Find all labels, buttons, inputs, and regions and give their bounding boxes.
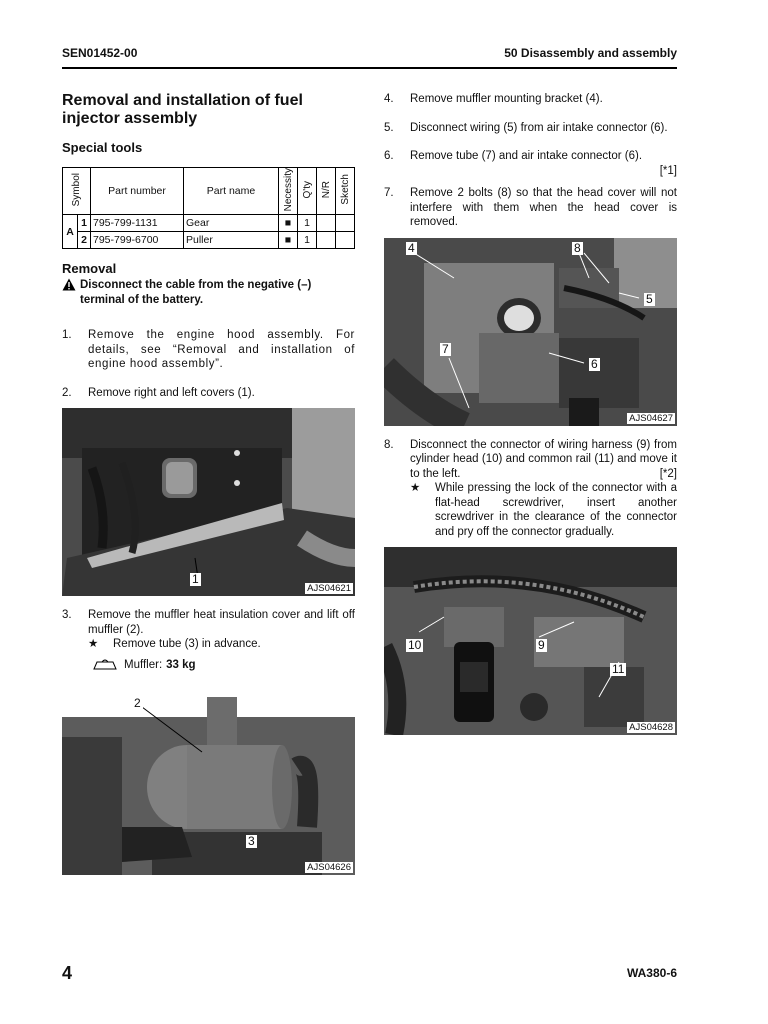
callout-10: 10 xyxy=(408,638,422,652)
step-6 xyxy=(384,149,677,164)
step-text: Remove tube (7) and air intake connector (6). xyxy=(410,150,643,162)
row-sketch xyxy=(336,215,355,232)
figure-code: AJS04627 xyxy=(629,412,673,424)
step-number: 5. xyxy=(384,121,394,134)
col-sketch: Sketch xyxy=(339,174,351,205)
step-number: 8. xyxy=(384,438,394,451)
col-part-number: Part number xyxy=(91,168,184,215)
row-no: 1 xyxy=(78,215,91,232)
muffler-weight xyxy=(62,658,355,673)
table-header-row xyxy=(63,168,355,215)
figure-head-photo xyxy=(384,238,677,426)
callout-7: 7 xyxy=(442,341,449,356)
callout-8: 8 xyxy=(574,240,581,255)
weight-value: 33 kg xyxy=(166,659,196,672)
figure-muffler-photo xyxy=(62,687,355,875)
step-text: Remove the engine hood assembly. For details, see “Removal and installation of engine hood assembly”. xyxy=(88,329,355,371)
document-id: SEN01452-00 xyxy=(62,46,138,60)
step-text: Remove muffler mounting bracket (4). xyxy=(410,93,603,105)
row-no: 2 xyxy=(78,232,91,249)
figure-code: AJS04626 xyxy=(307,861,351,873)
right-column xyxy=(384,92,677,735)
row-part-name: Gear xyxy=(184,215,279,232)
step-number: 2. xyxy=(62,386,72,399)
battery-warning xyxy=(62,278,355,308)
star-icon: ★ xyxy=(88,638,99,651)
step-8 xyxy=(384,438,677,482)
special-tools-heading: Special tools xyxy=(62,140,143,155)
step-number: 6. xyxy=(384,150,394,162)
figure-cover-photo xyxy=(62,408,355,596)
table-row xyxy=(63,215,355,232)
step-8-note xyxy=(384,481,677,539)
table-row xyxy=(63,232,355,249)
step-2 xyxy=(62,386,355,401)
step-number: 4. xyxy=(384,93,394,105)
left-column xyxy=(62,92,355,875)
figure-code: AJS04621 xyxy=(307,583,351,595)
callout-2: 2 xyxy=(134,695,141,710)
star-icon: ★ xyxy=(410,482,421,494)
step-number: 7. xyxy=(384,187,394,199)
section-title: 50 Disassembly and assembly xyxy=(504,46,677,60)
warning-text: Disconnect the cable from the negative (–) terminal of the battery. xyxy=(80,279,312,307)
row-nr xyxy=(317,215,336,232)
warning-triangle-icon xyxy=(62,278,80,308)
callout-6: 6 xyxy=(591,356,598,371)
row-nr xyxy=(317,232,336,249)
col-nr: N/R xyxy=(320,181,332,199)
weight-icon xyxy=(92,658,118,673)
callout-11: 11 xyxy=(612,662,625,676)
tool-symbol: A xyxy=(63,215,78,249)
step-number: 3. xyxy=(62,609,72,622)
col-qty: Q'ty xyxy=(301,180,313,199)
col-symbol: Symbol xyxy=(71,173,82,207)
step-3-note xyxy=(62,637,355,652)
removal-heading: Removal xyxy=(62,261,117,277)
step-1 xyxy=(62,328,355,372)
note-text: While pressing the lock of the connector with a flat-head screwdriver, insert another screwdriver in the clearance of the connector and pry off the connector gradually. xyxy=(435,482,677,538)
ref-1: [*1] xyxy=(659,164,677,177)
step-text: Disconnect the connector of wiring harness (9) from cylinder head (10) and common rail (11) and move it to the left. xyxy=(410,438,677,480)
row-necessity: ■ xyxy=(279,232,298,249)
step-text: Remove the muffler heat insulation cover and lift off muffler (2). xyxy=(88,609,355,636)
figure-harness-photo xyxy=(384,547,677,735)
step-text: Disconnect wiring (5) from air intake connector (6). xyxy=(410,121,668,134)
row-part-number: 795-799-6700 xyxy=(91,232,184,249)
step-text: Remove 2 bolts (8) so that the head cover will not interfere with them when the head cover is removed. xyxy=(410,187,677,228)
header-rule xyxy=(62,67,677,69)
note-text: Remove tube (3) in advance. xyxy=(113,638,261,651)
step-7 xyxy=(384,186,677,230)
col-part-name: Part name xyxy=(184,168,279,215)
step-number: 1. xyxy=(62,329,72,342)
row-qty: 1 xyxy=(298,232,317,249)
callout-9: 9 xyxy=(538,638,545,652)
row-necessity: ■ xyxy=(279,215,298,232)
row-sketch xyxy=(336,232,355,249)
row-part-number: 795-799-1131 xyxy=(91,215,184,232)
step-4 xyxy=(384,92,677,107)
page-number: 4 xyxy=(62,963,73,983)
callout-3: 3 xyxy=(248,833,255,848)
ref-2: [*2] xyxy=(659,467,677,480)
figure-code: AJS04628 xyxy=(629,722,673,733)
callout-1: 1 xyxy=(192,572,199,587)
step-3 xyxy=(62,608,355,637)
callout-4: 4 xyxy=(408,240,415,255)
weight-label: Muffler: xyxy=(124,659,163,672)
page-title: Removal and installation of fuel injector assembly xyxy=(62,92,303,127)
special-tools-table xyxy=(62,167,355,249)
row-qty: 1 xyxy=(298,215,317,232)
step-5 xyxy=(384,121,677,136)
row-part-name: Puller xyxy=(184,232,279,249)
col-necessity: Necessity xyxy=(282,168,294,212)
step-text: Remove right and left covers (1). xyxy=(88,386,255,399)
model-name: WA380-6 xyxy=(626,966,677,980)
callout-5: 5 xyxy=(646,291,653,306)
